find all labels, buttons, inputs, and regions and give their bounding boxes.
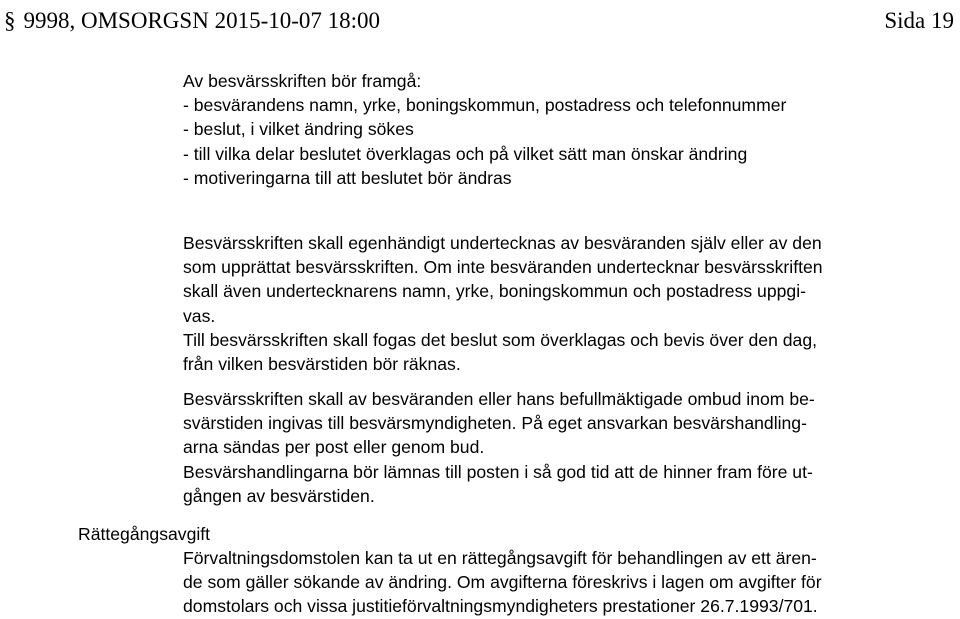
paragraph-line: Till besvärsskriften skall fogas det beslut som överklagas och bevis över den dag, (183, 329, 818, 350)
signing-paragraph (183, 231, 823, 376)
list-item: - till vilka delar beslutet överklagas och på vilket sätt man önskar ändring (183, 143, 748, 164)
paragraph-line: skall även undertecknarens namn, yrke, boningskommun och postadress uppgi- (183, 281, 806, 302)
paragraph-line: Förvaltningsdomstolen kan ta ut en rättegångsavgift för behandlingen av ett ären- (183, 548, 817, 568)
fee-section-heading: Rättegångsavgift (78, 524, 211, 544)
paragraph-line: Besvärsskriften skall egenhändigt undertecknas av besväranden själv eller av den (183, 233, 822, 253)
list-item: - beslut, i vilket ändring sökes (183, 119, 414, 140)
section-symbol: § (4, 8, 16, 33)
appeal-contents-list (183, 69, 786, 190)
list-intro-line: Av besvärsskriften bör framgå: (183, 71, 422, 91)
list-item: - besvärandens namn, yrke, boningskommun, postadress och telefonnummer (183, 95, 787, 116)
paragraph-line: Besvärsskriften skall av besväranden eller hans befullmäktigade ombud inom be- (183, 389, 815, 409)
paragraph-line: gången av besvärstiden. (183, 485, 375, 506)
page-header (4, 6, 954, 36)
paragraph-line: domstolars och vissa justitieförvaltningsmyndigheters prestationer 26.7.1993/701. (183, 596, 818, 617)
document-title: 9998, OMSORGSN 2015-10-07 18:00 (23, 8, 381, 33)
page-number: Sida 19 (884, 8, 954, 33)
paragraph-line: vas. (183, 305, 216, 326)
header-left (4, 6, 380, 36)
paragraph-line: de som gäller sökande av ändring. Om avgifterna föreskrivs i lagen om avgifter för (183, 572, 822, 593)
filing-paragraph (183, 387, 815, 508)
paragraph-line: svärstiden ingivas till besvärsmyndigheten. På eget ansvarkan besvärshandling- (183, 413, 807, 434)
paragraph-line: från vilken besvärstiden bör räknas. (183, 353, 461, 374)
paragraph-line: arna sändas per post eller genom bud. (183, 437, 485, 458)
list-item: - motiveringarna till att beslutet bör ändras (183, 167, 512, 188)
fee-paragraph (183, 546, 822, 619)
paragraph-line: som upprättat besvärsskriften. Om inte besväranden undertecknar besvärsskriften (183, 257, 823, 278)
paragraph-line: Besvärshandlingarna bör lämnas till posten i så god tid att de hinner fram före ut- (183, 461, 813, 482)
